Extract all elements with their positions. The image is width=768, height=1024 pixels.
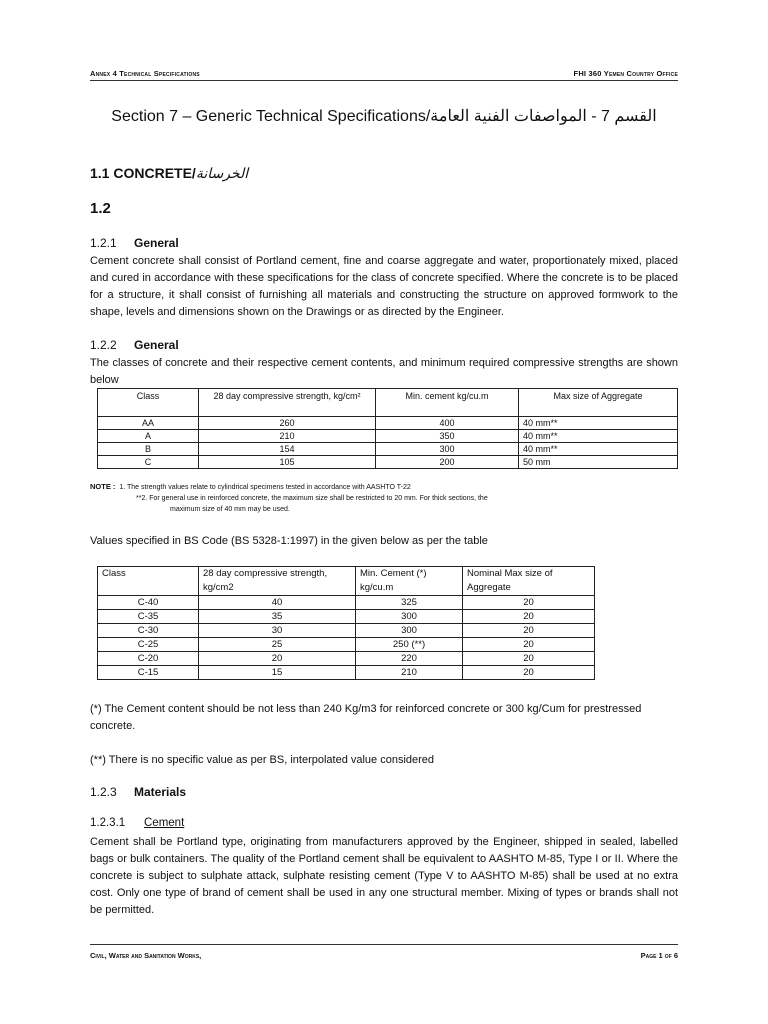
table-cell: 300	[356, 610, 463, 624]
table-cell: 105	[199, 456, 376, 469]
table-header-cell: Nominal Max size of Aggregate	[463, 567, 595, 596]
bs-code-intro: Values specified in BS Code (BS 5328-1:1997) in the given below as per the table	[90, 535, 488, 547]
header-left: Annex 4 Technical Specifications	[90, 69, 200, 78]
table-cell: C-40	[98, 596, 199, 610]
table-cell: 20	[463, 624, 595, 638]
table-cell: 25	[199, 638, 356, 652]
table-cell: AA	[98, 417, 199, 430]
table-cell: C-20	[98, 652, 199, 666]
table-cell: C-15	[98, 666, 199, 680]
table-header-cell: 28 day compressive strength, kg/cm2	[199, 567, 356, 596]
footnote-cement: (*) The Cement content should be not less than 240 Kg/m3 for reinforced concrete or 300 kg/Cum for prestressed concrete.	[90, 703, 642, 732]
heading-1-2-2	[90, 338, 179, 352]
table-row	[98, 430, 678, 443]
heading-1-2-3	[90, 785, 186, 799]
heading-number: 1.2.3.1	[90, 817, 126, 829]
heading-1-2-3-1	[90, 817, 184, 829]
footnote-bs: (**) There is no specific value as per BS, interpolated value considered	[90, 754, 435, 766]
table-cell: 350	[376, 430, 519, 443]
table-cell: C	[98, 456, 199, 469]
heading-label: General	[134, 338, 179, 352]
heading-number: 1.2.2	[90, 338, 117, 352]
table-cell: B	[98, 443, 199, 456]
table-row	[98, 443, 678, 456]
table-cell: 325	[356, 596, 463, 610]
table-cell: 400	[376, 417, 519, 430]
table-row	[98, 456, 678, 469]
heading-arabic: الخرسانة	[195, 165, 249, 181]
table-header-cell: Class	[98, 389, 199, 417]
table-cell: 20	[463, 596, 595, 610]
table-cell: 40 mm**	[519, 443, 678, 456]
table-header-row	[98, 389, 678, 417]
table-cell: 20	[463, 638, 595, 652]
table-cell: 220	[356, 652, 463, 666]
table-cell: 30	[199, 624, 356, 638]
note-label: NOTE :	[90, 482, 116, 491]
table-cell: 210	[356, 666, 463, 680]
header-right: FHI 360 Yemen Country Office	[573, 69, 678, 78]
page-header	[90, 68, 678, 81]
heading-number: 1.2.1	[90, 236, 117, 250]
table-cell: 20	[463, 652, 595, 666]
heading-1-2: 1.2	[90, 200, 111, 217]
table-row	[98, 417, 678, 430]
table-cell: A	[98, 430, 199, 443]
table-cell: 20	[199, 652, 356, 666]
table-cell: 260	[199, 417, 376, 430]
table-row	[98, 652, 595, 666]
footer-left: Civil, Water and Sanitation Works,	[90, 951, 202, 960]
table-header-cell: Min. Cement (*) kg/cu.m	[356, 567, 463, 596]
heading-label: CONCRETE/	[113, 165, 196, 181]
table-row	[98, 638, 595, 652]
table-cell: C-30	[98, 624, 199, 638]
table-cell: 35	[199, 610, 356, 624]
table-cell: 15	[199, 666, 356, 680]
table-cell: 210	[199, 430, 376, 443]
table-cell: 20	[463, 610, 595, 624]
concrete-class-table	[97, 388, 678, 469]
table-cell: 250 (**)	[356, 638, 463, 652]
bs-code-table	[97, 566, 595, 680]
table-cell: 40	[199, 596, 356, 610]
heading-number: 1.1	[90, 165, 110, 181]
table-cell: C-35	[98, 610, 199, 624]
table-header-cell: Class	[98, 567, 199, 596]
heading-1-2-1	[90, 236, 179, 250]
heading-label: Materials	[134, 785, 187, 799]
note-line-1	[90, 481, 488, 493]
paragraph-cement: Cement shall be Portland type, originating from manufacturers approved by the Engineer, shipped in sealed, labelled bags or bulk containers. The quality of the Portland cement shall be equivalent to AASHTO M-85, Type I or II. Where the concrete is subject to sulphate attack, sulphate resisting cement (Type V to AASHTO M-85) shall be used at no extra cost. Only one type of brand of cement shall be used in any one structural member. Mixing of types or brands shall not be permitted.	[90, 836, 678, 916]
table-cell: 300	[356, 624, 463, 638]
table-header-cell: 28 day compressive strength, kg/cm²	[199, 389, 376, 417]
table-cell: 200	[376, 456, 519, 469]
table-cell: 154	[199, 443, 376, 456]
table-cell: 300	[376, 443, 519, 456]
page-footer	[90, 944, 678, 960]
note-line-3: maximum size of 40 mm may be used.	[170, 506, 290, 513]
table-cell: C-25	[98, 638, 199, 652]
table-cell: 40 mm**	[519, 417, 678, 430]
table-row	[98, 666, 595, 680]
table-row	[98, 610, 595, 624]
table-note	[90, 481, 488, 515]
table-header-cell: Min. cement kg/cu.m	[376, 389, 519, 417]
paragraph-1-2-1: Cement concrete shall consist of Portland cement, fine and coarse aggregate and water, proportionately mixed, placed and cured in accordance with these specifications for the class of concrete specified. Where the concrete is to be placed for a structure, it shall consist of furnishing all materials and constructing the structure on approved formwork to the shape, levels and dimensions shown on the Drawings or as directed by the Engineer.	[90, 255, 678, 318]
note-line-2: **2. For general use in reinforced concrete, the maximum size shall be restricted to 20 mm. For thick sections, the	[136, 495, 488, 502]
section-title: Section 7 – Generic Technical Specifications/القسم 7 - المواصفات الفنية العامة	[111, 108, 657, 125]
heading-number: 1.2.3	[90, 785, 117, 799]
heading-label: Cement	[144, 817, 185, 829]
table-cell: 50 mm	[519, 456, 678, 469]
footer-page-number: Page 1 of 6	[640, 951, 678, 960]
note-text: 1. The strength values relate to cylindrical specimens tested in accordance with AASHTO T-22	[119, 484, 411, 491]
table-header-cell: Max size of Aggregate	[519, 389, 678, 417]
heading-1-1	[90, 165, 248, 182]
table-cell: 20	[463, 666, 595, 680]
table-row	[98, 624, 595, 638]
heading-label: General	[134, 236, 179, 250]
table-cell: 40 mm**	[519, 430, 678, 443]
paragraph-1-2-2: The classes of concrete and their respective cement contents, and minimum required compressive strengths are shown below	[90, 357, 678, 386]
table-header-row	[98, 567, 595, 596]
table-row	[98, 596, 595, 610]
